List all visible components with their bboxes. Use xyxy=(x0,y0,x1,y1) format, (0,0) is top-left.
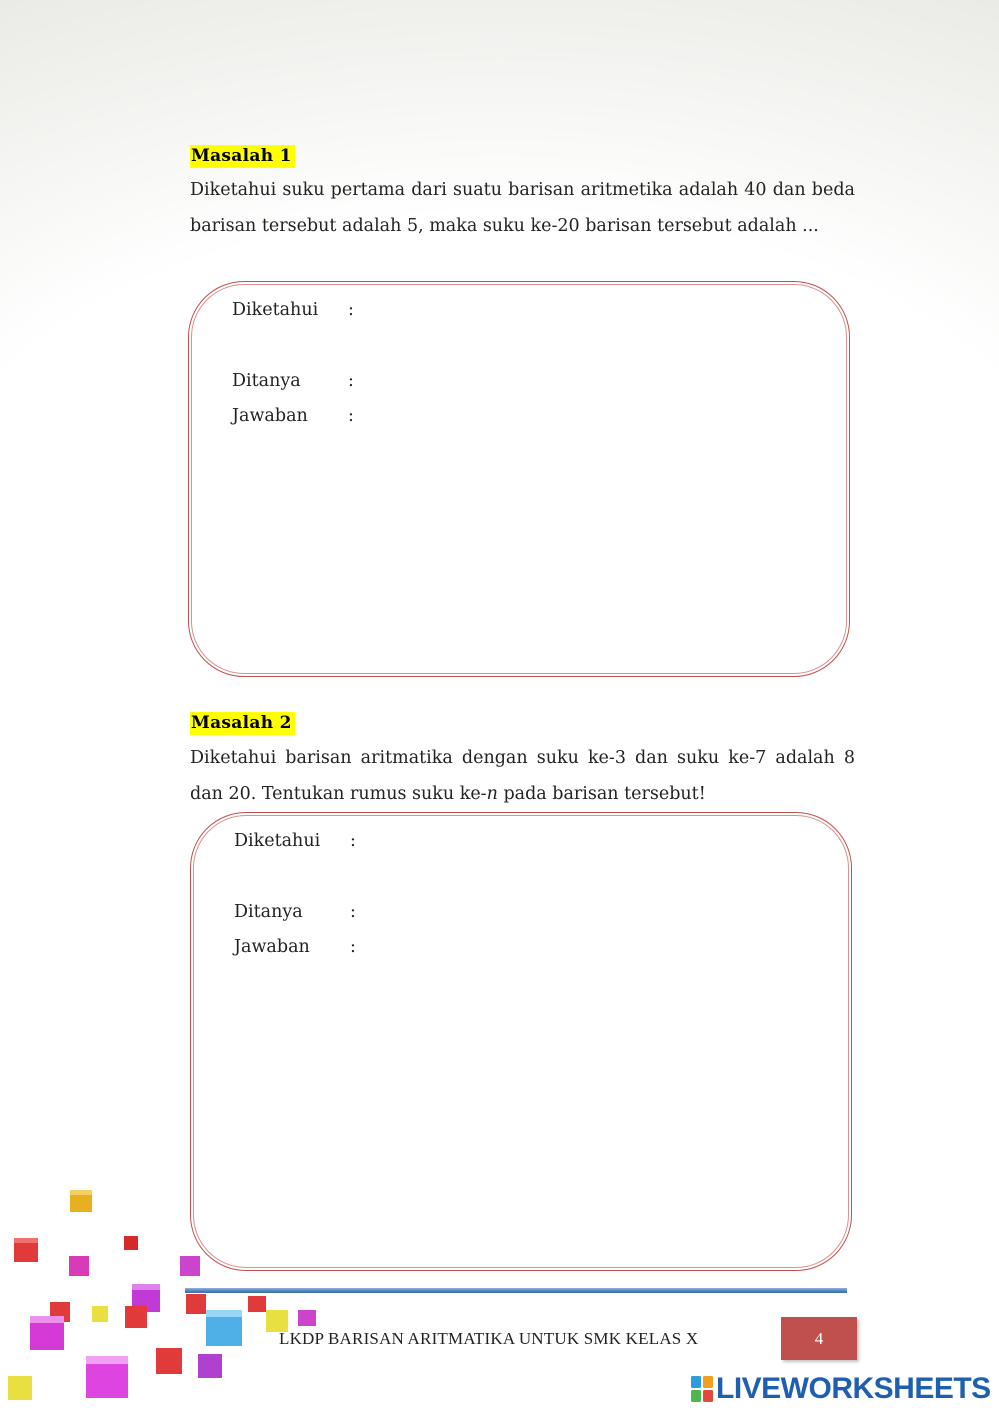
problem-2-field-ditanya xyxy=(234,902,356,922)
page-number-badge: 4 xyxy=(781,1317,857,1360)
cube xyxy=(69,1256,89,1276)
problem-2-text-before: Diketahui barisan aritmatika dengan suku ke-3 dan suku ke-7 adalah 8 dan 20. Tentukan rumus suku ke- xyxy=(190,748,855,804)
liveworksheets-logo-icon xyxy=(691,1376,713,1402)
footer-divider xyxy=(185,1288,847,1293)
footer-title: LKDP BARISAN ARITMATIKA UNTUK SMK KELAS X xyxy=(279,1329,699,1348)
cube xyxy=(86,1356,128,1398)
problem-1-field-ditanya xyxy=(232,371,354,391)
cube xyxy=(70,1190,92,1212)
field-separator: : xyxy=(348,406,354,426)
cube xyxy=(125,1306,147,1328)
problem-1-field-jawaban xyxy=(232,406,354,426)
field-label: Jawaban xyxy=(234,937,310,957)
field-label: Diketahui xyxy=(232,300,319,320)
problem-2-text-after: pada barisan tersebut! xyxy=(497,784,706,804)
problem-1-answer-box[interactable] xyxy=(188,281,850,677)
field-label: Ditanya xyxy=(234,902,303,922)
cube xyxy=(206,1310,242,1346)
cube xyxy=(198,1354,222,1378)
field-separator: : xyxy=(350,937,356,957)
cube xyxy=(14,1238,38,1262)
problem-2-field-jawaban xyxy=(234,937,356,957)
field-label: Ditanya xyxy=(232,371,301,391)
problem-2-field-diketahui xyxy=(234,831,356,851)
cube xyxy=(124,1236,138,1250)
brand-name: LIVEWORKSHEETS xyxy=(716,1372,991,1405)
field-separator: : xyxy=(350,902,356,922)
problem-1-field-diketahui xyxy=(232,300,354,320)
cube xyxy=(92,1306,108,1322)
cube xyxy=(156,1348,182,1374)
field-separator: : xyxy=(350,831,356,851)
field-separator: : xyxy=(348,371,354,391)
problem-2-heading: Masalah 2 xyxy=(190,712,295,735)
cube xyxy=(186,1294,206,1314)
field-label: Jawaban xyxy=(232,406,308,426)
problem-2-text xyxy=(190,740,855,812)
problem-2-variable: n xyxy=(486,784,498,804)
cube xyxy=(180,1256,200,1276)
problem-1-heading: Masalah 1 xyxy=(190,145,295,168)
cube xyxy=(248,1296,266,1312)
cube xyxy=(298,1310,316,1326)
problem-1-text: Diketahui suku pertama dari suatu barisan aritmetika adalah 40 dan beda barisan tersebut adalah 5, maka suku ke-20 barisan tersebut adalah ... xyxy=(190,180,855,236)
field-separator: : xyxy=(348,300,354,320)
cube xyxy=(8,1376,32,1400)
liveworksheets-brand[interactable] xyxy=(691,1372,991,1406)
field-label: Diketahui xyxy=(234,831,321,851)
cube xyxy=(30,1316,64,1350)
